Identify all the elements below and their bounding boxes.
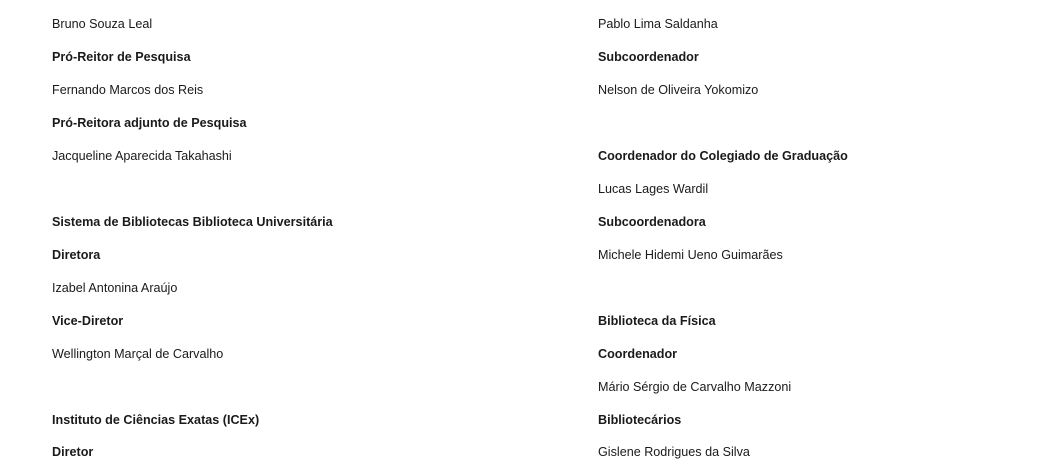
role-heading: Bibliotecários [598,413,682,427]
role-heading: Coordenador do Colegiado de Graduação [598,149,848,163]
role-heading: Coordenador [598,347,678,361]
section-heading: Biblioteca da Física [598,314,716,328]
name-entry: Jacqueline Aparecida Takahashi [52,149,232,163]
role-heading: Subcoordenadora [598,215,706,229]
name-entry: Izabel Antonina Araújo [52,281,178,295]
name-entry: Michele Hidemi Ueno Guimarães [598,248,783,262]
name-entry: Mário Sérgio de Carvalho Mazzoni [598,380,792,394]
role-heading: Diretor [52,445,94,459]
role-heading: Vice-Diretor [52,314,124,328]
name-entry: Pablo Lima Saldanha [598,17,718,31]
role-heading: Pró-Reitora adjunto de Pesquisa [52,116,247,130]
section-heading: Instituto de Ciências Exatas (ICEx) [52,413,260,427]
name-entry: Wellington Marçal de Carvalho [52,347,224,361]
role-heading: Subcoordenador [598,50,699,64]
name-entry: Lucas Lages Wardil [598,182,709,196]
name-entry: Gislene Rodrigues da Silva [598,445,750,459]
name-entry: Nelson de Oliveira Yokomizo [598,83,759,97]
name-entry: Fernando Marcos dos Reis [52,83,204,97]
name-entry: Bruno Souza Leal [52,17,153,31]
section-heading: Sistema de Bibliotecas Biblioteca Universitária [52,215,333,229]
role-heading: Pró-Reitor de Pesquisa [52,50,191,64]
role-heading: Diretora [52,248,101,262]
